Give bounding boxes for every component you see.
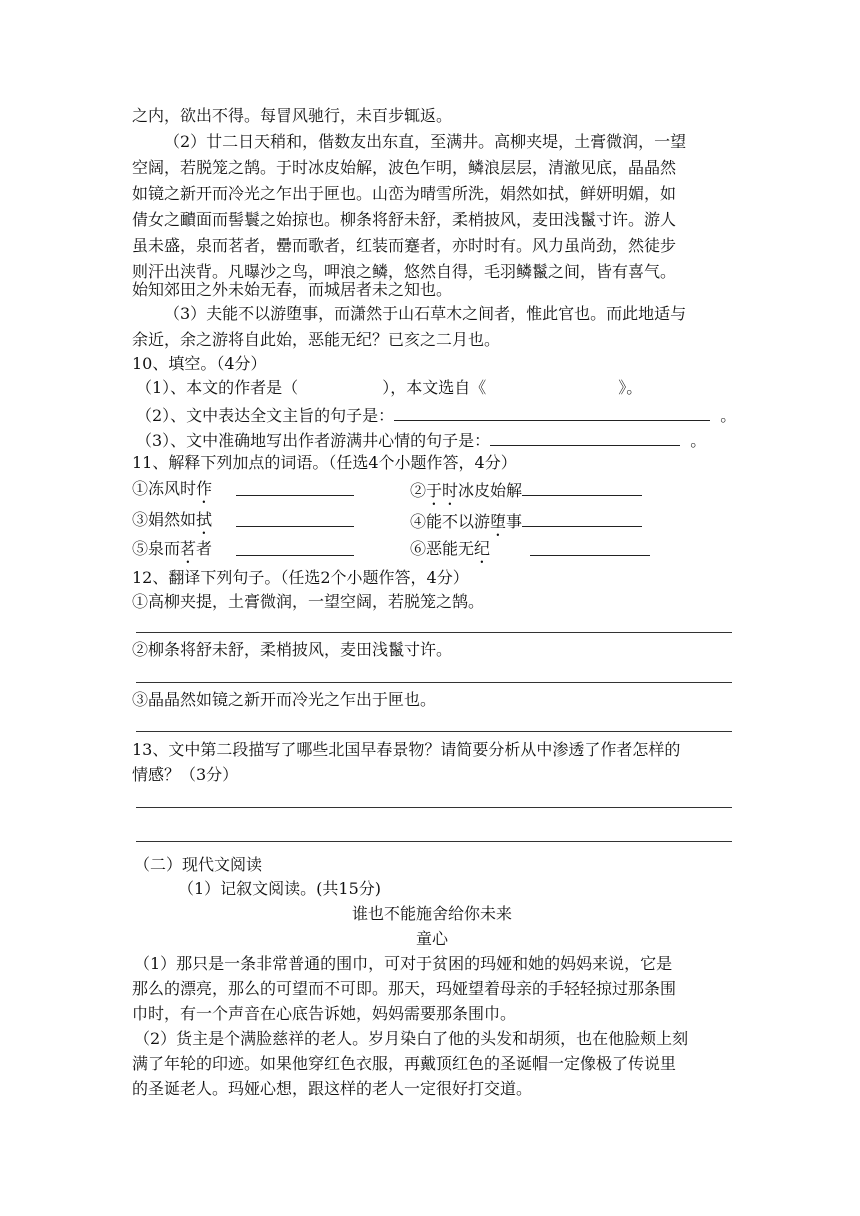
q11-item: ①冻风时作: [132, 477, 392, 507]
q11-item: ③娟然如拭: [132, 508, 392, 538]
translate-sentence: ①高柳夹提，土膏微润，一望空阔，若脱笼之鹄。: [132, 592, 485, 611]
answer-blank[interactable]: [236, 508, 354, 527]
subsection-heading: （1）记叙文阅读。(共15分): [178, 879, 382, 898]
answer-line[interactable]: [136, 807, 732, 808]
article-line: 的圣诞老人。玛娅心想，跟这样的老人一定很好打交道。: [132, 1079, 533, 1098]
passage-line: 之内，欲出不得。每冒风驰行，未百步辄返。: [132, 106, 453, 125]
answer-blank[interactable]: [236, 477, 354, 496]
mood-sentence-blank[interactable]: [490, 427, 680, 446]
q11-item: ④能不以游堕事: [410, 508, 670, 540]
translate-sentence: ③晶晶然如镜之新开而冷光之乍出于匣也。: [132, 690, 437, 709]
translate-sentence: ②柳条将舒未舒，柔梢披风，麦田浅鬣寸许。: [132, 640, 453, 659]
answer-line[interactable]: [136, 682, 732, 683]
passage-line: 则汗出浃背。凡曝沙之鸟，呷浪之鳞，悠然自得，毛羽鳞鬣之间，皆有喜气。: [132, 262, 677, 281]
q11-item: ⑤泉而茗者: [132, 537, 392, 567]
question-10-item-1: （1）、本文的作者是（ ），本文选自《 》。: [136, 378, 643, 397]
passage-line: 虽未盛，泉而茗者，罍而歌者，红装而蹇者，亦时时有。风力虽尚劲，然徒步: [132, 236, 677, 255]
article-title: 谁也不能施舍给你未来: [351, 904, 512, 923]
article-line: （1）那只是一条非常普通的围巾，可对于贫困的玛娅和她的妈妈来说，它是: [134, 954, 673, 973]
article-line: 满了年轮的印迹。如果他穿红色衣服，再戴顶红色的圣诞帽一定像极了传说里: [132, 1054, 677, 1073]
question-12-title: 12、翻译下列句子。（任选2个小题作答，4分）: [132, 568, 469, 587]
answer-blank[interactable]: [236, 537, 354, 556]
passage-line: 倩女之靧面而髻鬟之始掠也。柳条将舒未舒，柔梢披风，麦田浅鬣寸许。游人: [132, 210, 677, 229]
question-13-line: 情感？（3分）: [132, 765, 239, 784]
passage-line: 空阔，若脱笼之鹄。于时冰皮始解，波色乍明，鳞浪层层，清澈见底，晶晶然: [132, 158, 677, 177]
article-line: 巾时，有一个声音在心底告诉她，妈妈需要那条围巾。: [132, 1004, 517, 1023]
passage-line: 如镜之新开而冷光之乍出于匣也。山峦为晴雪所洗，娟然如拭，鲜妍明媚，如: [132, 184, 677, 203]
passage-line: （2）廿二日天稍和，偕数友出东直，至满井。高柳夹堤，土膏微润，一望: [164, 132, 687, 151]
answer-blank[interactable]: [530, 537, 650, 556]
question-10-title: 10、填空。（4分）: [132, 354, 267, 373]
question-11-title: 11、解释下列加点的词语。（任选4个小题作答，4分）: [132, 453, 517, 472]
section-heading: （二）现代文阅读: [134, 855, 263, 874]
theme-sentence-blank[interactable]: [394, 402, 710, 421]
article-line: （2）货主是个满脸慈祥的老人。岁月染白了他的头发和胡须，也在他脸颊上刻: [134, 1029, 689, 1048]
passage-line: （3）夫能不以游堕事，而潇然于山石草木之间者，惟此官也。而此地适与: [164, 304, 687, 323]
answer-blank[interactable]: [522, 508, 642, 527]
answer-line[interactable]: [136, 731, 732, 732]
answer-line[interactable]: [136, 841, 732, 842]
passage-line: 始知郊田之外未始无春，而城居者未之知也。: [132, 280, 453, 299]
q11-item: ②于时冰皮始解: [410, 477, 670, 509]
answer-blank[interactable]: [522, 477, 642, 496]
article-author: 童心: [415, 929, 448, 948]
question-10-item-2: （2）、文中表达全文主旨的句子是： 。: [136, 402, 736, 428]
passage-line: 余近，余之游将自此始，恶能无纪？已亥之二月也。: [132, 330, 501, 349]
answer-line[interactable]: [136, 632, 732, 633]
article-line: 那么的漂亮，那么的可望而不可即。那天，玛娅望着母亲的手轻轻掠过那条围: [132, 979, 677, 998]
question-10-item-3: （3）、文中准确地写出作者游满井心情的句子是： 。: [136, 427, 736, 453]
q11-item: ⑥恶能无纪: [410, 537, 670, 567]
question-13-line: 13、文中第二段描写了哪些北国早春景物？请简要分析从中渗透了作者怎样的: [132, 740, 681, 759]
